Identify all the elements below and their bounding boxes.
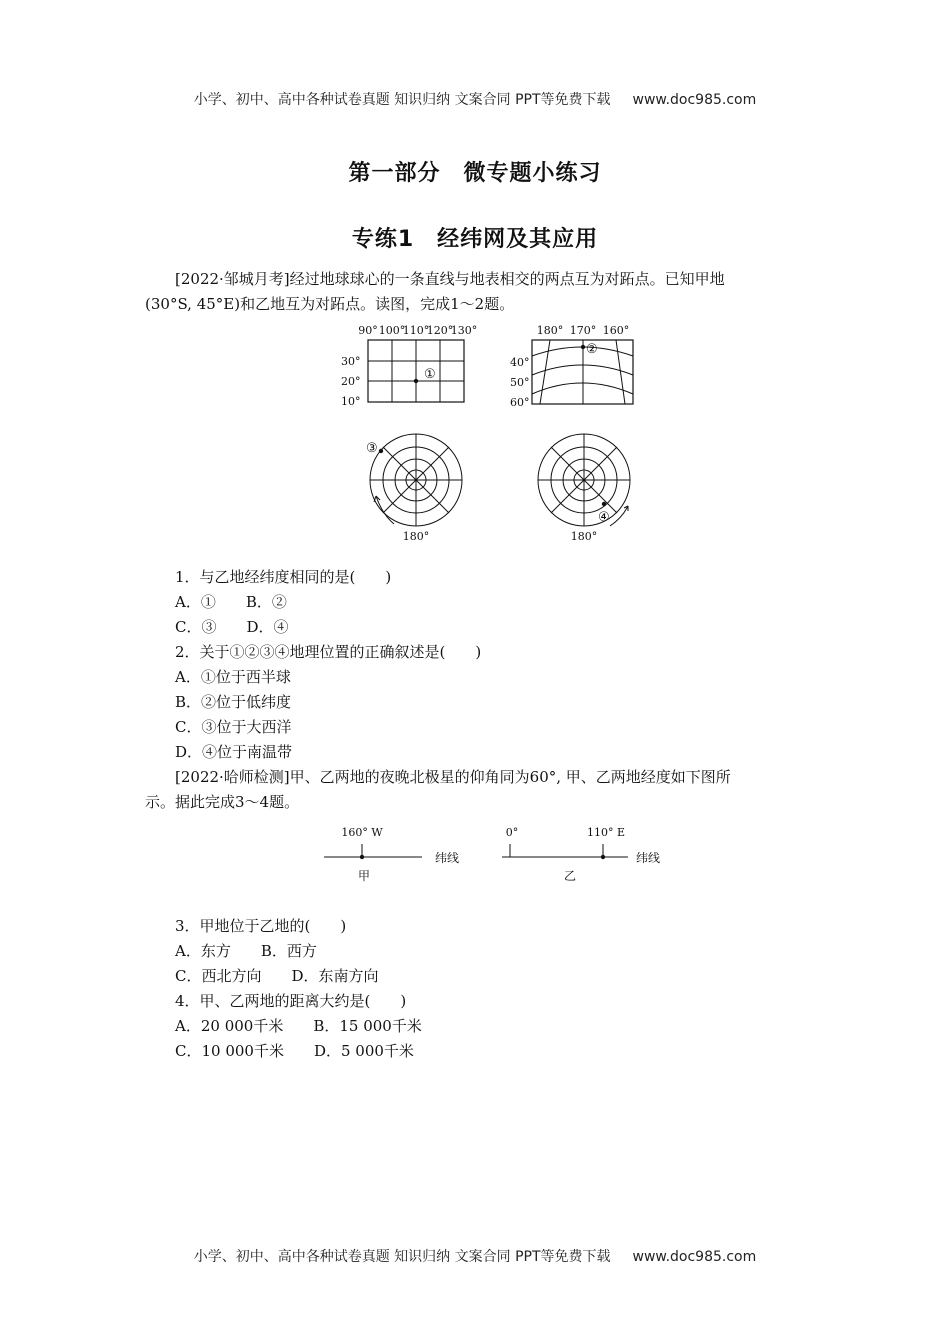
q1-option-d[interactable]: D．④ xyxy=(246,618,289,636)
q3-option-b[interactable]: B．西方 xyxy=(260,942,317,960)
intro-paragraph-2 xyxy=(145,765,805,815)
header-url[interactable]: www.doc985.com xyxy=(632,92,757,108)
intro1-line1: [2022·邹城月考]经过地球球心的一条直线与地表相交的两点互为对跖点。已知甲地 xyxy=(175,270,725,288)
grid2-top-label: 180° xyxy=(536,324,564,337)
grid2-top-label: 170° xyxy=(569,324,597,337)
polar1-point-label: ③ xyxy=(366,441,378,456)
figure1-polar2 xyxy=(518,430,648,545)
q4-option-b[interactable]: B．15 000千米 xyxy=(313,1017,422,1035)
grid1-point-label: ① xyxy=(424,367,436,382)
fig2-right-top-label1: 0° xyxy=(505,826,519,839)
q1-options-cd xyxy=(175,617,289,637)
q2-option-c[interactable]: C．③位于大西洋 xyxy=(175,718,292,736)
figure1-grid2 xyxy=(505,320,645,415)
polar1-point-marker xyxy=(379,449,383,453)
q4-option-a[interactable]: A．20 000千米 xyxy=(175,1017,284,1035)
header-text: 小学、初中、高中各种试卷真题 知识归纳 文案合同 PPT等免费下载 xyxy=(193,92,611,108)
grid2-point-label: ② xyxy=(586,342,598,357)
q2-stem: 2．关于①②③④地理位置的正确叙述是( ) xyxy=(175,643,482,661)
q1-option-b[interactable]: B．② xyxy=(245,593,287,611)
q1-option-c[interactable]: C．③ xyxy=(175,618,217,636)
figure2-left xyxy=(322,822,472,882)
q3-options-ab xyxy=(175,941,317,961)
q4-option-c[interactable]: C．10 000千米 xyxy=(175,1042,284,1060)
intro2-line1: [2022·哈师检测]甲、乙两地的夜晚北极星的仰角同为60°, 甲、乙两地经度如下图所 xyxy=(175,768,731,786)
grid2-top-label: 160° xyxy=(602,324,630,337)
polar2-point-marker xyxy=(602,502,606,506)
page-footer xyxy=(0,1246,950,1266)
q4-options-cd xyxy=(175,1041,414,1061)
fig2-right-point xyxy=(601,855,605,859)
q1-stem: 1．与乙地经纬度相同的是( ) xyxy=(175,568,392,586)
grid1-left-label: 30° xyxy=(341,355,361,368)
q2-option-b[interactable]: B．②位于低纬度 xyxy=(175,693,292,711)
fig2-left-right-label: 纬线 xyxy=(435,851,460,865)
q3-stem: 3．甲地位于乙地的( ) xyxy=(175,917,347,935)
q1-option-a[interactable]: A．① xyxy=(175,593,216,611)
q4-stem: 4．甲、乙两地的距离大约是( ) xyxy=(175,992,407,1010)
grid1-top-label: 130° xyxy=(450,324,478,337)
fig2-left-bottom-label: 甲 xyxy=(357,869,371,883)
grid1-left-label: 20° xyxy=(341,375,361,388)
q3-options-cd xyxy=(175,966,379,986)
figure1-grid1 xyxy=(340,320,480,415)
grid1-top-label: 120° xyxy=(426,324,454,337)
grid1-left-label: 10° xyxy=(341,395,361,408)
q3-option-d[interactable]: D．东南方向 xyxy=(291,967,379,985)
grid2-left-label: 40° xyxy=(510,356,530,369)
fig2-right-top-label2: 110° E xyxy=(586,826,626,839)
grid2-left-label: 50° xyxy=(510,376,530,389)
part-title: 第一部分 微专题小练习 xyxy=(348,161,602,186)
grid2-left-label: 60° xyxy=(510,396,530,409)
grid2-point-marker xyxy=(581,345,585,349)
figure2-right xyxy=(500,822,670,882)
fig2-right-right-label: 纬线 xyxy=(636,851,661,865)
grid1-top-label: 110° xyxy=(402,324,430,337)
polar2-bottom-label: 180° xyxy=(570,530,598,543)
intro2-line2: 示。据此完成3～4题。 xyxy=(145,793,300,811)
polar1-bottom-label: 180° xyxy=(402,530,430,543)
polar2-point-label: ④ xyxy=(598,510,610,525)
q2-option-a[interactable]: A．①位于西半球 xyxy=(175,668,291,686)
intro-paragraph-1 xyxy=(145,267,805,317)
footer-url[interactable]: www.doc985.com xyxy=(632,1249,757,1265)
q1-options-ab xyxy=(175,592,287,612)
grid1-point-marker xyxy=(414,379,418,383)
q4-option-d[interactable]: D．5 000千米 xyxy=(313,1042,414,1060)
grid1-top-label: 100° xyxy=(378,324,406,337)
q3-option-c[interactable]: C．西北方向 xyxy=(175,967,262,985)
fig2-left-top-label: 160° W xyxy=(341,826,383,839)
grid1-top-label: 90° xyxy=(358,324,378,337)
section-title: 专练1 经纬网及其应用 xyxy=(351,227,599,252)
page-header xyxy=(0,89,950,109)
q4-options-ab xyxy=(175,1016,422,1036)
q3-option-a[interactable]: A．东方 xyxy=(175,942,231,960)
intro1-line2: (30°S, 45°E)和乙地互为对跖点。读图，完成1～2题。 xyxy=(145,295,515,313)
q2-option-d[interactable]: D．④位于南温带 xyxy=(175,743,293,761)
fig2-right-bottom-label: 乙 xyxy=(563,869,577,883)
figure1-polar1 xyxy=(350,430,480,545)
footer-text: 小学、初中、高中各种试卷真题 知识归纳 文案合同 PPT等免费下载 xyxy=(193,1249,611,1265)
